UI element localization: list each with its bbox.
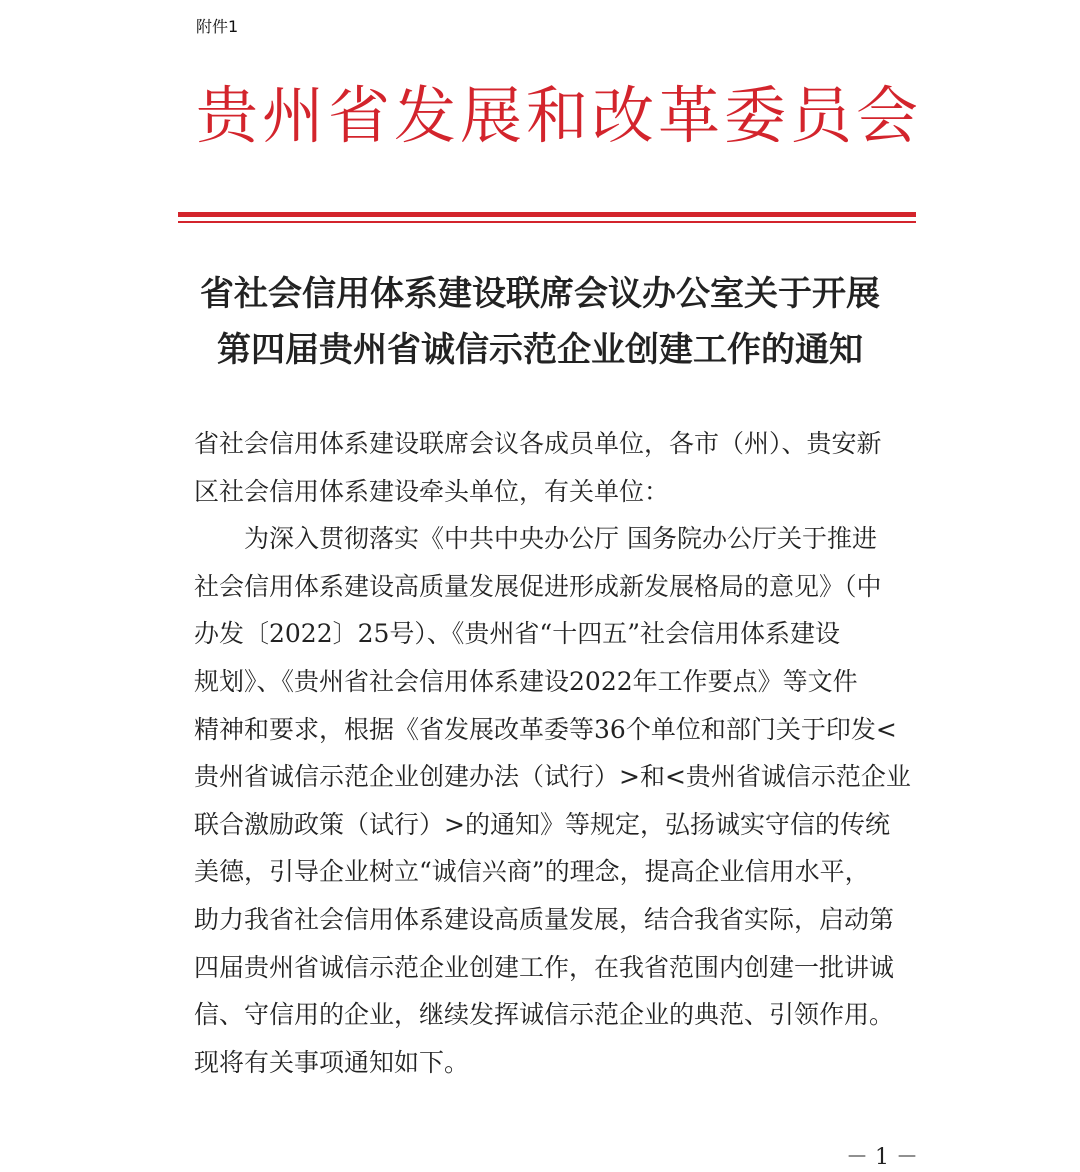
red-rule-thin bbox=[178, 221, 916, 223]
body-line: 为深入贯彻落实《中共中央办公厅 国务院办公厅关于推进 bbox=[194, 524, 877, 554]
notice-title-line-2: 第四届贵州省诚信示范企业创建工作的通知 bbox=[217, 330, 863, 370]
page-number: － 1 － bbox=[846, 1145, 918, 1170]
notice-title-line-1: 省社会信用体系建设联席会议办公室关于开展 bbox=[200, 274, 880, 314]
body-line: 联合激励政策（试行）>的通知》等规定，弘扬诚实守信的传统 bbox=[194, 809, 890, 839]
attachment-label: 附件1 bbox=[196, 17, 239, 36]
body-line: 社会信用体系建设高质量发展促进形成新发展格局的意见》（中 bbox=[194, 571, 882, 601]
body-line: 信、守信用的企业，继续发挥诚信示范企业的典范、引领作用。 bbox=[194, 1000, 895, 1030]
notice-title bbox=[160, 266, 920, 378]
body-line: 精神和要求，根据《省发展改革委等36个单位和部门关于印发< bbox=[194, 714, 897, 744]
body-line: 现将有关事项通知如下。 bbox=[194, 1047, 470, 1077]
body-line: 规划》、《贵州省社会信用体系建设2022年工作要点》等文件 bbox=[194, 666, 858, 696]
body-line: 美德，引导企业树立“诚信兴商”的理念，提高企业信用水平， bbox=[194, 857, 870, 887]
body-line: 省社会信用体系建设联席会议各成员单位，各市（州）、贵安新 bbox=[194, 429, 882, 458]
body-line: 四届贵州省诚信示范企业创建工作，在我省范围内创建一批讲诚 bbox=[194, 952, 895, 982]
red-rule-thick bbox=[178, 212, 916, 217]
body-line: 区社会信用体系建设牵头单位，有关单位： bbox=[194, 476, 670, 506]
body-line: 贵州省诚信示范企业创建办法（试行）>和<贵州省诚信示范企业 bbox=[194, 762, 911, 792]
body-line: 办发〔2022〕25号）、《贵州省“十四五”社会信用体系建设 bbox=[194, 619, 840, 649]
notice-body bbox=[194, 420, 910, 1086]
letterhead-title: 贵州省发展和改革委员会 bbox=[196, 79, 923, 152]
body-line: 助力我省社会信用体系建设高质量发展，结合我省实际，启动第 bbox=[194, 904, 895, 934]
